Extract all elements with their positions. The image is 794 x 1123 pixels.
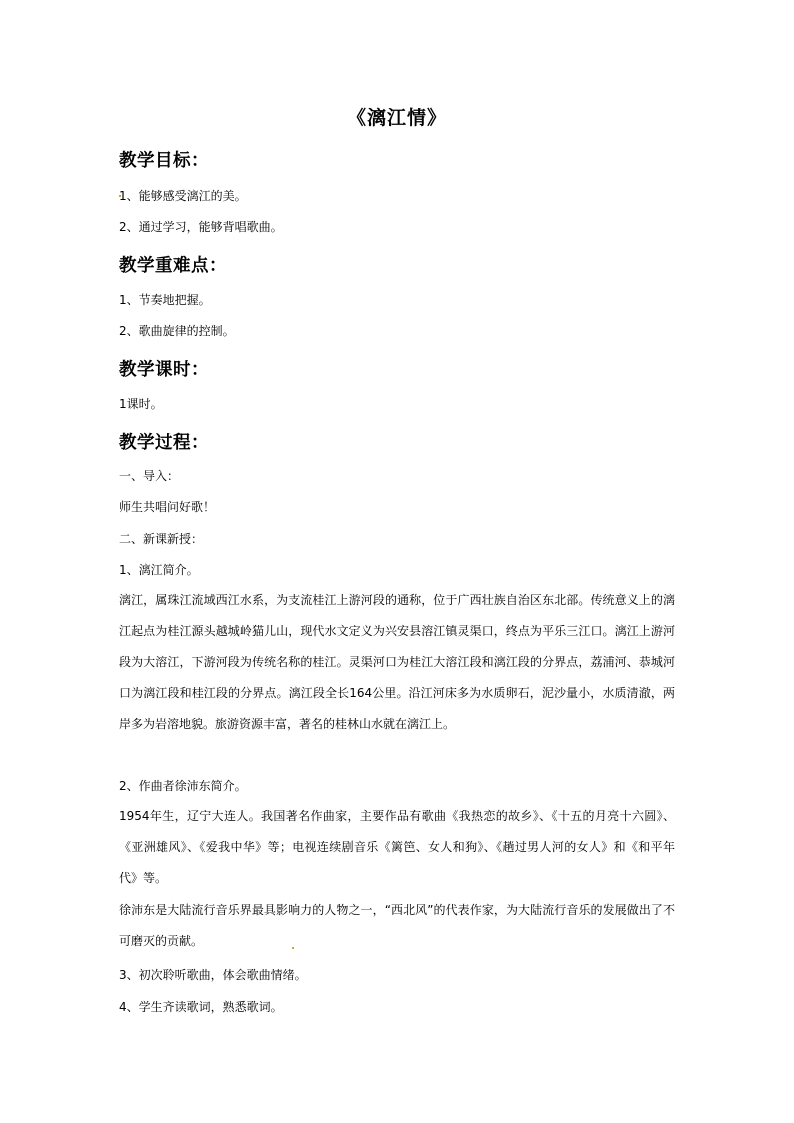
read-lyrics-label: 4、学生齐读歌词，熟悉歌词。 [119,1000,283,1014]
objective-item-2: 2、通过学习，能够背唱歌曲。 [119,220,283,234]
document-title: 《漓江情》 [346,107,447,129]
li-river-label: 1、漓江简介。 [119,563,199,577]
key-point-item-2: 2、歌曲旋律的控制。 [119,324,235,338]
key-points-heading: 教学重难点： [119,256,227,276]
new-lesson-label: 二、新课新授： [119,532,204,546]
stray-mark [292,947,294,949]
objectives-heading: 教学目标： [119,151,209,171]
class-hours-item: 1课时。 [119,397,163,411]
intro-text: 师生共唱问好歌！ [119,500,216,514]
class-hours-heading: 教学课时： [119,360,209,380]
composer-label: 2、作曲者徐沛东简介。 [119,779,247,793]
composer-paragraph-1: 1954年生，辽宁大连人。我国著名作曲家，主要作品有歌曲《我热恋的故乡》、《十五的月亮十六圆》、《亚洲雄风》、《爱我中华》等；电视连续剧音乐《篱笆、女人和狗》、《趟过男人河的女人》和《和平年代》等。 [119,809,675,885]
li-river-paragraph: 漓江，属珠江流域西江水系，为支流桂江上游河段的通称，位于广西壮族自治区东北部。传统意义上的漓江起点为桂江源头越城岭猫儿山，现代水文定义为兴安县溶江镇灵渠口，终点为平乐三江口。漓江上游河段为大溶江，下游河段为传统名称的桂江。灵渠河口为桂江大溶江段和漓江段的分界点，荔浦河、恭城河口为漓江段和桂江段的分界点。漓江段全长164公里。沿江河床多为水质卵石，泥沙量小，水质清澈，两岸多为岩溶地貌。旅游资源丰富，著名的桂林山水就在漓江上。 [119,593,675,731]
intro-label: 一、导入： [119,469,180,483]
objective-item-1: 1、能够感受漓江的美。 [119,189,247,203]
listen-label: 3、初次聆听歌曲，体会歌曲情绪。 [119,968,307,982]
key-point-item-1: 1、节奏地把握。 [119,293,211,307]
composer-paragraph-2: 徐沛东是大陆流行音乐界最具影响力的人物之一，“西北风”的代表作家，为大陆流行音乐的发展做出了不可磨灭的贡献。 [119,903,675,948]
process-heading: 教学过程： [119,433,209,453]
